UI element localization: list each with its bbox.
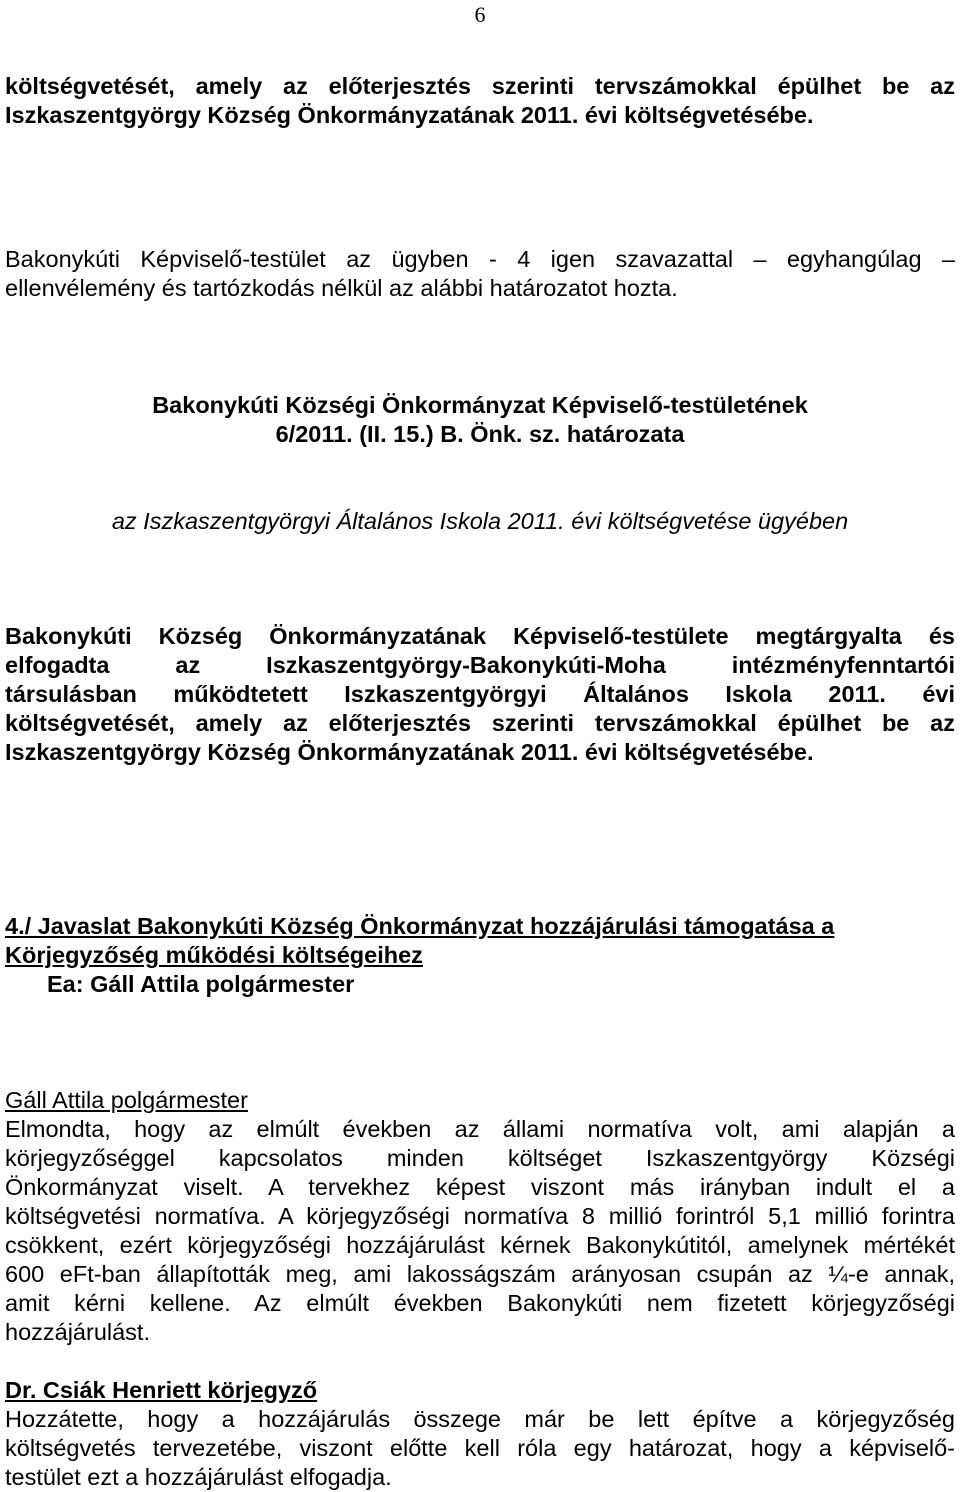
resolution-line: társulásban működtetett Iszkaszentgyörgyi Általános Iskola 2011. évi: [5, 681, 955, 707]
speech-line: Önkormányzat viselt. A tervekhez képest viszont más irányban indult el a: [5, 1174, 955, 1200]
speech-line: költségvetés tervezetébe, viszont előtte kell róla egy határozat, hogy a képviselő-: [5, 1435, 955, 1461]
speech-line: Hozzátette, hogy a hozzájárulás összege már be lett építve a körjegyzőség: [5, 1406, 955, 1432]
resolution-subject: az Iszkaszentgyörgyi Általános Iskola 2011. évi költségvetése ügyében: [111, 508, 849, 534]
agenda-heading-line: 4./ Javaslat Bakonykúti Község Önkormányzat hozzájárulási támogatása a: [5, 913, 835, 939]
speaker-name: Dr. Csiák Henriett körjegyző: [5, 1377, 318, 1403]
agenda-item-heading: [5, 912, 955, 999]
speaker-section-mayor: [5, 1086, 955, 1347]
resolution-title: [5, 391, 955, 449]
speech-line: költségvetési normatíva. A körjegyzőségi normatíva 8 millió forintról 5,1 millió forintra: [5, 1203, 955, 1229]
speech-line: 600 eFt-ban állapították meg, ami lakosságszám arányosan csupán az ¼-e annak,: [5, 1261, 955, 1287]
speaker-section-notary: [5, 1376, 955, 1492]
paragraph-line: ellenvélemény és tartózkodás nélkül az alábbi határozatot hozta.: [5, 275, 678, 301]
resolution-title-line: Bakonykúti Községi Önkormányzat Képviselő-testületének: [152, 392, 808, 418]
speech-line: Elmondta, hogy az elmúlt években az állami normatíva volt, ami alapján a: [5, 1116, 955, 1142]
page-number: 6: [474, 2, 486, 27]
speech-line: testület ezt a hozzájárulást elfogadja.: [5, 1464, 392, 1490]
paragraph-line: Bakonykúti Képviselő-testület az ügyben - 4 igen szavazattal – egyhangúlag –: [5, 246, 955, 272]
resolution-line: költségvetését, amely az előterjesztés szerinti tervszámokkal épülhet be az: [5, 710, 955, 736]
speech-line: hozzájárulást.: [5, 1319, 150, 1345]
resolution-line: elfogadta az Iszkaszentgyörgy-Bakonykúti-Moha intézményfenntartói: [5, 652, 955, 678]
resolution-body: [5, 622, 955, 767]
paragraph-line: Iszkaszentgyörgy Község Önkormányzatának 2011. évi költségvetésébe.: [5, 102, 814, 128]
speech-line: csökkent, ezért körjegyzőségi hozzájárulást kérnek Bakonykútitól, amelynek mértékét: [5, 1232, 955, 1258]
agenda-presenter: Ea: Gáll Attila polgármester: [47, 971, 355, 997]
resolution-number: 6/2011. (II. 15.) B. Önk. sz. határozata: [275, 421, 685, 447]
resolution-line: Bakonykúti Község Önkormányzatának Képviselő-testülete megtárgyalta és: [5, 623, 955, 649]
resolution-line: Iszkaszentgyörgy Község Önkormányzatának 2011. évi költségvetésébe.: [5, 739, 814, 765]
paragraph-line: költségvetését, amely az előterjesztés szerinti tervszámokkal épülhet be az: [5, 73, 955, 99]
vote-paragraph: [5, 245, 955, 303]
speaker-name: Gáll Attila polgármester: [5, 1087, 248, 1113]
speech-line: amit kérni kellene. Az elmúlt években Bakonykúti nem fizetett körjegyzőségi: [5, 1290, 955, 1316]
agenda-heading-line: Körjegyzőség működési költségeihez: [5, 942, 423, 968]
speech-line: körjegyzőséggel kapcsolatos minden költséget Iszkaszentgyörgy Községi: [5, 1145, 955, 1171]
continuation-paragraph: [5, 72, 955, 130]
